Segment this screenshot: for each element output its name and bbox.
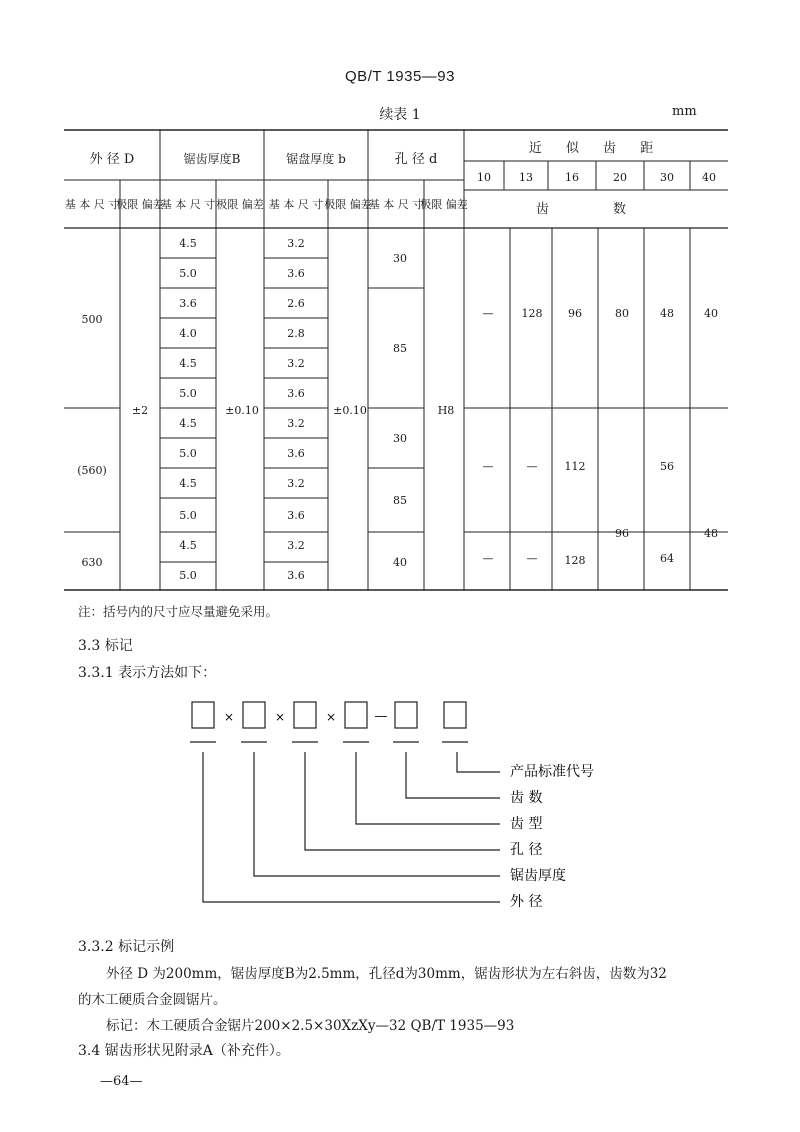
outer-diameter-value: (560) <box>77 464 107 477</box>
teeth-count-500: 128 <box>521 307 543 320</box>
tooth-thickness-value: 4.5 <box>179 237 197 250</box>
tooth-thickness-value: 4.5 <box>179 477 197 490</box>
col-tooth-thickness: 锯齿厚度B <box>183 152 241 166</box>
dash-sign: — <box>374 709 388 724</box>
times-sign-3: × <box>325 710 337 724</box>
standard-header: QB/T 1935—93 <box>345 68 455 85</box>
outer-diameter-value: 630 <box>81 556 103 569</box>
teeth-count-500: 40 <box>704 307 718 320</box>
subhead-basic-tooth: 基 本 尺 寸 <box>160 198 216 211</box>
page-number: —64— <box>100 1074 143 1089</box>
section-3-3-1: 3.3.1 表示方法如下： <box>78 665 217 681</box>
pitch-value: 40 <box>702 171 716 184</box>
teeth-count-500: 80 <box>615 307 629 320</box>
subhead-basic-bore: 基 本 尺 寸 <box>368 198 424 211</box>
disc-thickness-value: 3.2 <box>287 417 305 430</box>
disc-thickness-value: 3.6 <box>287 447 305 460</box>
tooth-thickness-value: 5.0 <box>179 387 197 400</box>
placeholder-box-bore <box>294 702 316 728</box>
tooth-thickness-tolerance: ±0.10 <box>225 404 259 417</box>
diagram-label: 孔 径 <box>510 842 543 858</box>
disc-thickness-value: 3.2 <box>287 477 305 490</box>
pitch-value: 30 <box>660 171 674 184</box>
diagram-label: 锯齿厚度 <box>510 868 566 884</box>
pitch-value: 20 <box>613 171 627 184</box>
teeth-count-500: 48 <box>660 307 674 320</box>
bore-value: 40 <box>393 556 407 569</box>
col-disc-thickness: 锯盘厚度 b <box>286 152 346 166</box>
col-outer-diameter: 外 径 D <box>89 152 135 167</box>
section-3-3: 3.3 标记 <box>78 638 133 654</box>
table-note: 注：括号内的尺寸应尽量避免采用。 <box>78 604 279 619</box>
placeholder-box-tooth-type <box>345 702 367 728</box>
disc-thickness-value: 3.2 <box>287 357 305 370</box>
teeth-count-630: 96 <box>615 527 629 540</box>
teeth-count-630: 48 <box>704 527 718 540</box>
times-sign-1: × <box>223 710 235 724</box>
disc-thickness-value: 3.6 <box>287 509 305 522</box>
teeth-count-500: — <box>482 307 494 320</box>
subhead-tol-bore: 极限 偏差 <box>420 198 468 211</box>
bore-value: 30 <box>393 252 407 265</box>
subhead-basic-outer: 基 本 尺 寸 <box>64 198 120 211</box>
disc-thickness-value: 2.8 <box>287 327 305 340</box>
disc-thickness-value: 2.6 <box>287 297 305 310</box>
example-marking: 标记：木工硬质合金锯片200×2.5×30XzXy—32 QB/T 1935—93 <box>106 1018 515 1034</box>
teeth-count-560: 112 <box>564 460 586 473</box>
placeholder-box-standard <box>444 702 466 728</box>
outer-diameter-tolerance: ±2 <box>131 404 149 417</box>
disc-thickness-value: 3.2 <box>287 237 305 250</box>
teeth-count-560: 56 <box>660 460 674 473</box>
teeth-count-560: — <box>526 460 538 473</box>
subhead-basic-disc: 基 本 尺 寸 <box>268 198 324 211</box>
bore-tolerance: H8 <box>437 404 455 417</box>
placeholder-box-thickness <box>243 702 265 728</box>
tooth-thickness-value: 4.5 <box>179 417 197 430</box>
teeth-count-560: — <box>482 460 494 473</box>
tooth-thickness-value: 5.0 <box>179 509 197 522</box>
diagram-label: 外 径 <box>510 894 543 910</box>
diagram-label: 齿 型 <box>510 816 543 832</box>
teeth-count-630: — <box>526 552 538 565</box>
pitch-value: 10 <box>477 171 491 184</box>
disc-thickness-value: 3.6 <box>287 267 305 280</box>
disc-thickness-value: 3.6 <box>287 387 305 400</box>
example-line-2: 的木工硬质合金圆锯片。 <box>78 992 227 1008</box>
section-3-4: 3.4 锯齿形状见附录A（补充件）。 <box>78 1043 290 1059</box>
subhead-tol-tooth: 极限 偏差 <box>216 198 264 211</box>
tooth-thickness-value: 5.0 <box>179 569 197 582</box>
disc-thickness-value: 3.2 <box>287 539 305 552</box>
teeth-count-500: 96 <box>568 307 582 320</box>
example-line-1: 外径 D 为200mm，锯齿厚度B为2.5mm，孔径d为30mm，锯齿形状为左右斜齿，齿数为32 <box>106 966 667 982</box>
tooth-thickness-value: 5.0 <box>179 267 197 280</box>
teeth-count-630: — <box>482 552 494 565</box>
table-caption: 续表 1 <box>379 107 421 123</box>
table-unit: mm <box>672 104 697 119</box>
tooth-thickness-value: 4.0 <box>179 327 197 340</box>
tooth-thickness-value: 5.0 <box>179 447 197 460</box>
pitch-value: 16 <box>565 171 579 184</box>
diagram-label: 齿 数 <box>510 790 543 806</box>
col-teeth-count: 齿 数 <box>535 202 657 217</box>
col-approx-pitch: 近 似 齿 距 <box>528 141 664 156</box>
placeholder-box-teeth <box>395 702 417 728</box>
bore-value: 85 <box>393 494 407 507</box>
section-3-3-2: 3.3.2 标记示例 <box>78 939 175 955</box>
teeth-count-630: 64 <box>660 552 674 565</box>
times-sign-2: × <box>274 710 286 724</box>
outer-diameter-value: 500 <box>81 313 103 326</box>
bore-value: 85 <box>393 342 407 355</box>
tooth-thickness-value: 4.5 <box>179 357 197 370</box>
tooth-thickness-value: 3.6 <box>179 297 197 310</box>
disc-thickness-tolerance: ±0.10 <box>333 404 367 417</box>
disc-thickness-value: 3.6 <box>287 569 305 582</box>
col-bore: 孔 径 d <box>394 152 438 167</box>
subhead-tol-disc: 极限 偏差 <box>324 198 372 211</box>
placeholder-box-outer <box>192 702 214 728</box>
tooth-thickness-value: 4.5 <box>179 539 197 552</box>
bore-value: 30 <box>393 432 407 445</box>
pitch-value: 13 <box>519 171 533 184</box>
teeth-count-630: 128 <box>564 554 586 567</box>
marking-diagram <box>0 690 800 920</box>
subhead-tol-outer: 极限 偏差 <box>116 198 164 211</box>
diagram-label: 产品标准代号 <box>510 764 594 780</box>
